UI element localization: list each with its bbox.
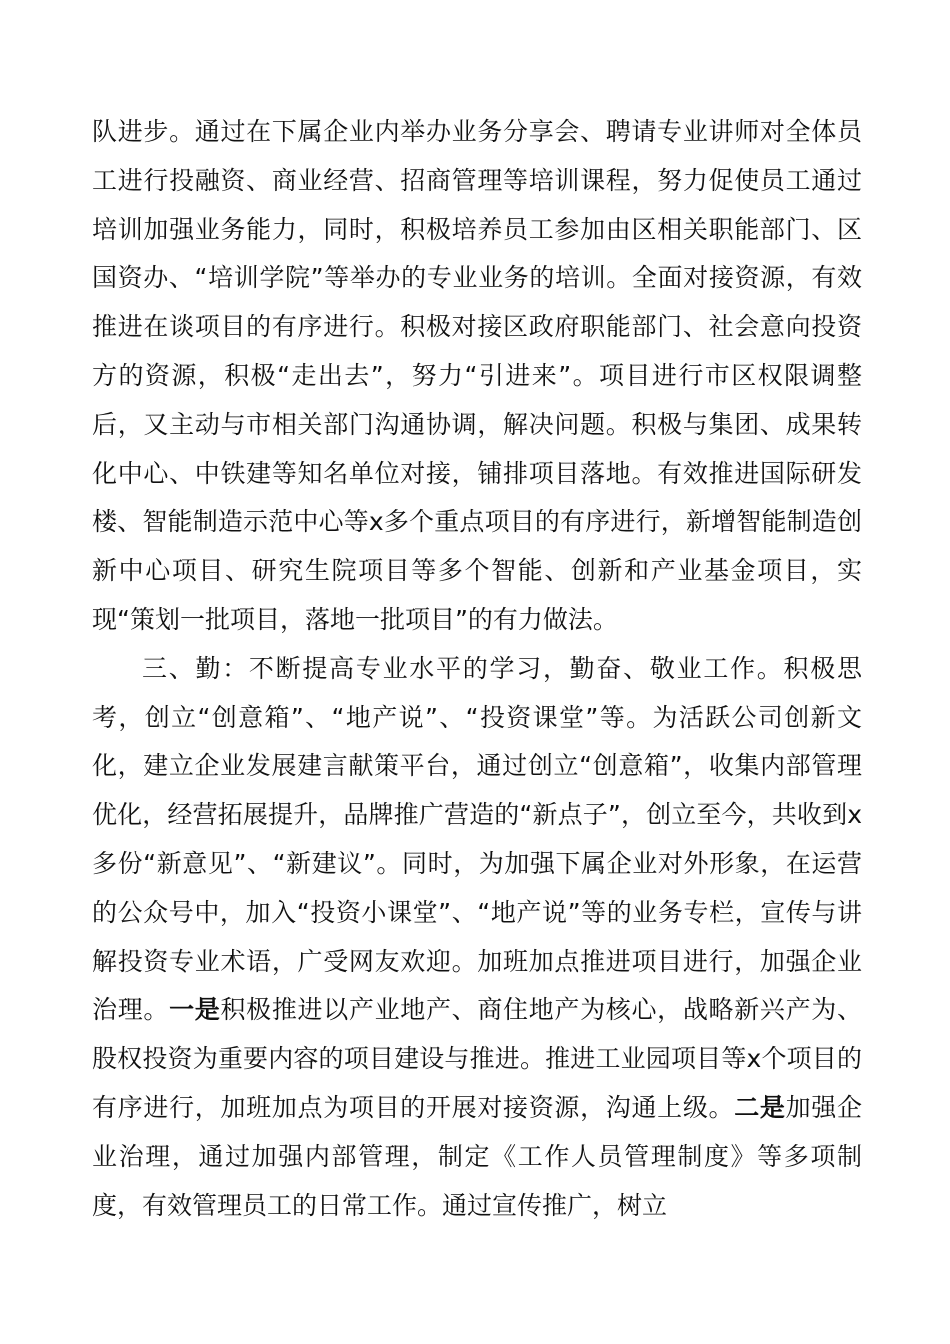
bold-marker-first: 一是 (169, 995, 221, 1025)
bold-marker-second: 二是 (734, 1092, 786, 1122)
paragraph-team-progress (92, 108, 862, 645)
paragraph-text: 积极推进以产业地产、商住地产为核心，战略新兴产为、股权投资为重要内容的项目建设与推进。推进工业园项目等x个项目的有序进行，加班加点为项目的开展对接资源，沟通上级。 (92, 995, 862, 1122)
paragraph-text: 加强企业治理，通过加强内部管理，制定《工作人员管理制度》等多项制度，有效管理员工的日常工作。通过宣传推广，树立 (92, 1092, 862, 1220)
paragraph-text: 队进步。通过在下属企业内举办业务分享会、聘请专业讲师对全体员工进行投融资、商业经营、招商管理等培训课程，努力促使员工通过培训加强业务能力，同时，积极培养员工参加由区相关职能部门、区国资办、“培训学院”等举办的专业业务的培训。全面对接资源，有效推进在谈项目的有序进行。积极对接区政府职能部门、社会意向投资方的资源，积极“走出去”，努力“引进来”。项目进行市区权限调整后，又主动与市相关部门沟通协调，解决问题。积极与集团、成果转化中心、中铁建等知名单位对接，铺排项目落地。有效推进国际研发楼、智能制造示范中心等x多个重点项目的有序进行，新增智能制造创新中心项目、研究生院项目等多个智能、创新和产业基金项目，实现“策划一批项目，落地一批项目”的有力做法。 (92, 117, 862, 634)
paragraph-diligence (92, 645, 862, 1231)
paragraph-text: 三、勤：不断提高专业水平的学习，勤奋、敬业工作。积极思考，创立“创意箱”、“地产说”、“投资课堂”等。为活跃公司创新文化，建立企业发展建言献策平台，通过创立“创意箱”，收集内部管理优化，经营拓展提升，品牌推广营造的“新点子”，创立至今，共收到x多份“新意见”、“新建议”。同时，为加强下属企业对外形象，在运营的公众号中，加入“投资小课堂”、“地产说”等的业务专栏，宣传与讲解投资专业术语，广受网友欢迎。加班加点推进项目进行，加强企业治理。 (92, 653, 862, 1025)
document-page (92, 108, 862, 1230)
